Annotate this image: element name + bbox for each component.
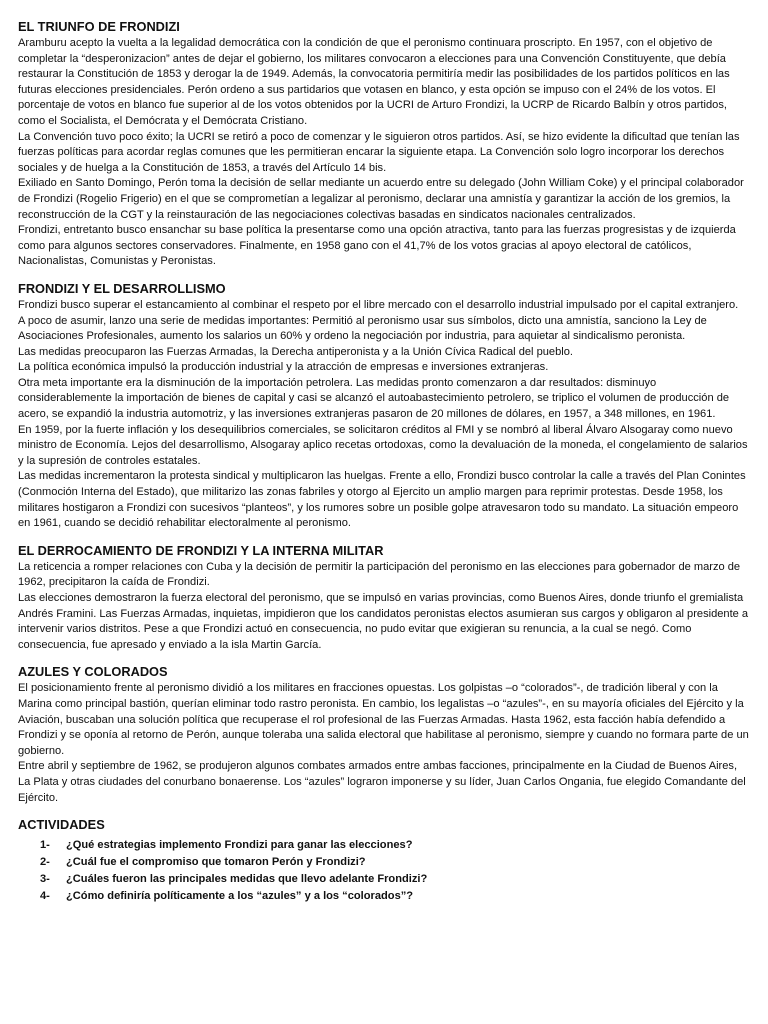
section-heading: EL TRIUNFO DE FRONDIZI xyxy=(18,19,180,34)
paragraph: Otra meta importante era la disminución de la importación petrolera. Las medidas pronto comenzaron a dar resultados: disminuyo considerablemente la importación de bienes de capital y casi se alcanzó el autoabastecimiento petrolero, se triplico el volumen de producción de acero, se expandió la industria automotriz, y las inversiones extranjeras pasaron de 20 millones de dólares, en 1957, a 348 millones, en 1961. xyxy=(18,376,730,421)
list-item-text: ¿Cuáles fueron las principales medidas que llevo adelante Frondizi? xyxy=(66,873,428,886)
list-item xyxy=(40,854,752,871)
list-item xyxy=(40,871,752,888)
paragraph: El posicionamiento frente al peronismo dividió a los militares en fracciones opuestas. Los golpistas –o “colorados”-, de tradición liberal y con la Marina como principal bastión, querían eliminar todo rastro peronista. En cambio, los legalistas –o “azules”-, en su mayoría oficiales del Ejército y la Aviación, buscaban una solución política que recuperase el rol profesional de las Fuerzas Armadas. Hasta 1962, esta facción había defendido a Frondizi y se oponía al retorno de Perón, aunque toleraba una salida electoral que habilitase al peronismo, siempre y cuando no formara parte de un gobierno. xyxy=(18,682,749,757)
section-actividades xyxy=(18,816,752,905)
list-item-text: ¿Qué estrategias implemento Frondizi para ganar las elecciones? xyxy=(66,839,413,852)
paragraph: Las elecciones demostraron la fuerza electoral del peronismo, que se impulsó en varias provincias, como Buenos Aires, donde triunfo el gremialista Andrés Framini. Las Fuerzas Armadas, inquietas, impidieron que los candidatos peronistas electos asumieran sus cargos y obligaron al presidente a intervenir varios distritos. Pese a que Frondizi actuó en consecuencia, no pudo evitar que exigieran su renuncia, a la cual se negó. Como consecuencia, fue apresado y enviado a la isla Martin García. xyxy=(18,592,749,651)
list-item-text: ¿Cómo definiría políticamente a los “azules” y a los “colorados”? xyxy=(66,890,414,903)
paragraph: Frondizi, entretanto busco ensanchar su base política la presentarse como una opción atractiva, tanto para las fuerzas progresistas y de izquierda como para algunos sectores conservadores. Finalmente, en 1958 gano con el 41,7% de los votos gracias al apoyo electoral de católicos, Nacionalistas, Comunistas y Peronistas. xyxy=(18,224,736,268)
paragraph: Exiliado en Santo Domingo, Perón toma la decisión de sellar mediante un acuerdo entre su delegado (John William Coke) y el principal colaborador de Frondizi (Rogelio Frigerio) en el que se comprometían a legalizar al peronismo, declarar una amnistía y garantizar la acción de los gremios, la reconstrucción de la CGT y la reinstauración de las negociaciones colectivas basadas en sindicatos nacionales centralizados. xyxy=(18,177,744,221)
paragraph: En 1959, por la fuerte inflación y los desequilibrios comerciales, se solicitaron créditos al FMI y se nombró al liberal Álvaro Alsogaray como nuevo ministro de Economía. Lejos del desarrollismo, Alsogaray aplico recetas ortodoxas, como la devaluación de la moneda, el congelamiento de salarios y la supresión de controles estatales. xyxy=(18,423,748,467)
list-item xyxy=(40,837,752,854)
paragraph: Aramburu acepto la vuelta a la legalidad democrática con la condición de que el peronismo continuara proscripto. En 1957, con el objetivo de completar la “desperonizacion” antes de dejar el gobierno, los militares convocaron a elecciones para una Convención Constituyente, que debía restaurar la Constitución de 1853 y derogar la de 1949. Además, la convocatoria permitiría medir las posibilidades de los partidos políticos en las futuras elecciones presidenciales. Perón ordeno a sus partidarios que votasen en blanco, y esta opción se impuso con el 24% de los votos. El porcentaje de votos en blanco fue superior al de los votos obtenidos por la UCRI de Arturo Frondizi, la UCRP de Ricardo Balbín y otros partidos, como el Socialista, el Demócrata y el Demócrata Cristiano. xyxy=(18,37,730,127)
section-el-triunfo-de-frondizi xyxy=(18,18,752,270)
list-item-number: 2- xyxy=(40,856,50,869)
section-azules-y-colorados xyxy=(18,663,752,806)
paragraph: Las medidas preocuparon las Fuerzas Armadas, la Derecha antiperonista y a la Unión Cívica Radical del pueblo. xyxy=(18,345,573,358)
activities-list xyxy=(18,837,752,905)
paragraph: La reticencia a romper relaciones con Cuba y la decisión de permitir la participación del peronismo en las elecciones para gobernador de marzo de 1962, precipitaron la caída de Frondizi. xyxy=(18,560,741,589)
paragraph: Frondizi busco superar el estancamiento al combinar el respeto por el libre mercado con el desarrollo industrial impulsado por el capital extranjero. xyxy=(18,298,739,311)
list-item-number: 4- xyxy=(40,890,50,903)
list-item xyxy=(40,888,752,905)
section-frondizi-y-el-desarrollismo xyxy=(18,280,752,532)
section-heading: FRONDIZI Y EL DESARROLLISMO xyxy=(18,280,226,296)
paragraph: A poco de asumir, lanzo una serie de medidas importantes: Permitió al peronismo usar sus símbolos, dicto una amnistía, sanciono la Ley de Asociaciones Profesionales, aumento los salarios un 60% y ordeno la negociación por industria, para aquietar al sindicalismo peronista. xyxy=(18,314,707,343)
list-item-number: 3- xyxy=(40,873,50,886)
list-item-text: ¿Cuál fue el compromiso que tomaron Perón y Frondizi? xyxy=(66,856,366,869)
list-item-number: 1- xyxy=(40,839,50,852)
section-el-derrocamiento-de-frondizi xyxy=(18,542,752,654)
paragraph: Las medidas incrementaron la protesta sindical y multiplicaron las huelgas. Frente a ello, Frondizi busco controlar la calle a través del Plan Conintes (Conmoción Interna del Estado), que militarizo las zonas fabriles y otorgo al Ejercito un amplio margen para reprimir protestas. Desde 1958, los militares hostigaron a Frondizi con sucesivos “planteos”, y los rumores sobre un posible golpe atravesaron todo su mandato. La situación empeoro en 1961, cuando se decidió rehabilitar electoralmente al peronismo. xyxy=(18,470,746,530)
section-heading: ACTIVIDADES xyxy=(18,817,105,833)
section-heading: AZULES Y COLORADOS xyxy=(18,664,168,680)
paragraph: La Convención tuvo poco éxito; la UCRI se retiró a poco de comenzar y le siguieron otros partidos. Así, se hizo evidente la dificultad que tenían las fuerzas políticas para acordar reglas comunes que les permitieran encarar la siguiente etapa. La Convención solo logro incorporar los derechos sociales y de huelga a la Constitución de 1853, a través del Artículo 14 bis. xyxy=(18,130,740,174)
paragraph: Entre abril y septiembre de 1962, se produjeron algunos combates armados entre ambas facciones, principalmente en la Ciudad de Buenos Aires, La Plata y otras ciudades del conurbano bonaerense. Los “azules” lograron imponerse y su líder, Juan Carlos Ongania, fue elegido Comandante del Ejército. xyxy=(18,760,746,804)
section-heading: EL DERROCAMIENTO DE FRONDIZI Y LA INTERNA MILITAR xyxy=(18,542,384,558)
paragraph: La política económica impulsó la producción industrial y la atracción de empresas e inversiones extranjeras. xyxy=(18,361,549,374)
